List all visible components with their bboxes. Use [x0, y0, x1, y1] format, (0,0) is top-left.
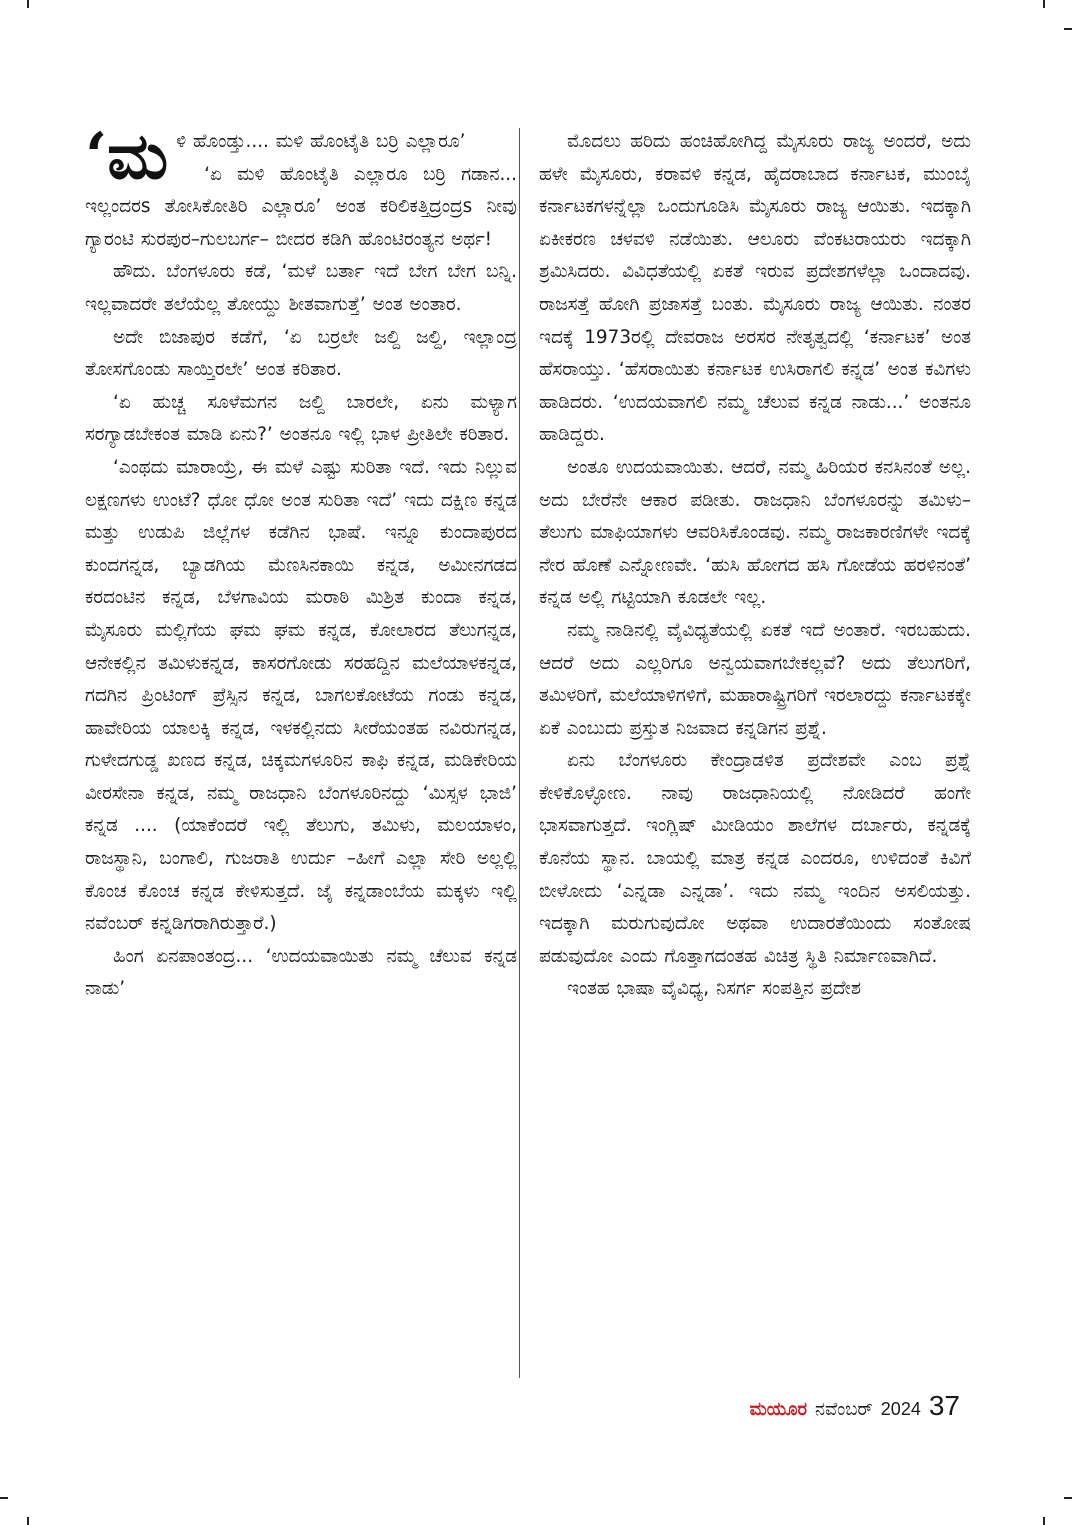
- issue-month: ನವೆಂಬರ್: [814, 1399, 873, 1419]
- paragraph: ಮೊದಲು ಹರಿದು ಹಂಚಿಹೋಗಿದ್ದ ಮೈಸೂರು ರಾಜ್ಯ ಅಂದರೆ, ಅದು ಹಳೇ ಮೈಸೂರು, ಕರಾವಳಿ ಕನ್ನಡ, ಹೈದರಾಬಾದ ಕರ್ನಾಟಕ, ಮುಂಬೈ ಕರ್ನಾಟಕಗಳನ್ನೆಲ್ಲಾ ಒಂದುಗೂಡಿಸಿ ಮೈಸೂರು ರಾಜ್ಯ ಆಯಿತು. ಇದಕ್ಕಾಗಿ ಏಕೀಕರಣ ಚಳವಳಿ ನಡೆಯಿತು. ಆಲೂರು ವೆಂಕಟರಾಯರು ಇದಕ್ಕಾಗಿ ಶ್ರಮಿಸಿದರು. ವಿವಿಧತೆಯಲ್ಲಿ ಏಕತೆ ಇರುವ ಪ್ರದೇಶಗಳೆಲ್ಲಾ ಒಂದಾದವು. ರಾಜಸತ್ತೆ ಹೋಗಿ ಪ್ರಜಾಸತ್ತೆ ಬಂತು. ಮೈಸೂರು ರಾಜ್ಯ ಆಯಿತು. ನಂತರ ಇದಕ್ಕೆ 1973ರಲ್ಲಿ ದೇವರಾಜ ಅರಸರ ನೇತೃತ್ವದಲ್ಲಿ ‘ಕರ್ನಾಟಕ’ ಅಂತ ಹೆಸರಾಯ್ತು. ‘ಹೆಸರಾಯಿತು ಕರ್ನಾಟಕ ಉಸಿರಾಗಲಿ ಕನ್ನಡ’ ಅಂತ ಕವಿಗಳು ಹಾಡಿದರು. ‘ಉದಯವಾಗಲಿ ನಮ್ಮ ಚೆಲುವ ಕನ್ನಡ ನಾಡು...’ ಅಂತನೂ ಹಾಡಿದ್ದರು.: [539, 131, 971, 446]
- page-number: 37: [928, 1390, 960, 1421]
- paragraph: ‘ಏ ಮಳಿ ಹೊಂಟೈತಿ ಎಲ್ಲಾರೂ ಬರ್ರಿ ಗಡಾನ... ಇಲ್ಲಂದರs ತೋಸಿಕೋತಿರಿ ಎಲ್ಲಾರೂ’ ಅಂತ ಕರಿಲಿಕತ್ತಿದ್ರಂದ್ರs ನೀವು ಗ್ಯಾರಂಟಿ ಸುರಪುರ–ಗುಲಬರ್ಗ– ಬೀದರ ಕಡಿಗಿ ಹೊಂಟಿರಂತ್ಯನ ಅರ್ಥ!: [85, 163, 517, 250]
- crop-mark-bottom-right: [1043, 1517, 1045, 1525]
- paragraph: ಅದೇ ಬಿಜಾಪುರ ಕಡೆಗೆ, ‘ಏ ಬರ್ರಲೇ ಜಲ್ದಿ ಜಲ್ದಿ, ಇಲ್ಲಾಂದ್ರ ತೋಸಗೊಂಡು ಸಾಯ್ತಿರಲೇ’ ಅಂತ ಕರಿತಾರ.: [85, 326, 517, 381]
- crop-mark-right-upper: [1064, 28, 1072, 30]
- crop-mark-right-lower: [1064, 1497, 1072, 1499]
- column-divider: [519, 128, 520, 1378]
- issue-year: 2024: [880, 1399, 921, 1419]
- left-column: [85, 119, 517, 1006]
- paragraph: ‘ಎಂಥದು ಮಾರಾಯ್ರೆ, ಈ ಮಳೆ ಎಷ್ಟು ಸುರಿತಾ ಇದೆ. ಇದು ನಿಲ್ಲುವ ಲಕ್ಷಣಗಳು ಉಂಟೆ? ಧೋ ಧೋ ಅಂತ ಸುರಿತಾ ಇದೆ’ ಇದು ದಕ್ಷಿಣ ಕನ್ನಡ ಮತ್ತು ಉಡುಪಿ ಜಿಲ್ಲೆಗಳ ಕಡೆಗಿನ ಭಾಷೆ. ಇನ್ನೂ ಕುಂದಾಪುರದ ಕುಂದಗನ್ನಡ, ಬ್ಯಾಡಗಿಯ ಮೆಣಸಿನಕಾಯಿ ಕನ್ನಡ, ಅಮೀನಗಡದ ಕರದಂಟಿನ ಕನ್ನಡ, ಬೆಳಗಾವಿಯ ಮರಾಠಿ ಮಿಶ್ರಿತ ಕುಂದಾ ಕನ್ನಡ, ಮೈಸೂರು ಮಲ್ಲಿಗೆಯ ಘಮ ಘಮ ಕನ್ನಡ, ಕೋಲಾರದ ತೆಲುಗನ್ನಡ, ಆನೇಕಲ್ಲಿನ ತಮಿಳುಕನ್ನಡ, ಕಾಸರಗೋಡು ಸರಹದ್ದಿನ ಮಲೆಯಾಳಕನ್ನಡ, ಗದಗಿನ ಪ್ರಿಂಟಿಂಗ್ ಪ್ರೆಸ್ಸಿನ ಕನ್ನಡ, ಬಾಗಲಕೋಟೆಯ ಗಂಡು ಕನ್ನಡ, ಹಾವೇರಿಯ ಯಾಲಕ್ಕಿ ಕನ್ನಡ, ಇಳಕಲ್ಲಿನದು ಸೀರೆಯಂತಹ ನವಿರುಗನ್ನಡ, ಗುಳೇದಗುಡ್ಡ ಖಣದ ಕನ್ನಡ, ಚಿಕ್ಕಮಗಳೂರಿನ ಕಾಫಿ ಕನ್ನಡ, ಮಡಿಕೇರಿಯ ವೀರಸೇನಾ ಕನ್ನಡ, ನಮ್ಮ ರಾಜಧಾನಿ ಬೆಂಗಳೂರಿನದ್ದು ‘ಮಿಸ್ಸಳ ಭಾಜಿ’ ಕನ್ನಡ .... (ಯಾಕೆಂದರೆ ಇಲ್ಲಿ ತೆಲುಗು, ತಮಿಳು, ಮಲಯಾಳಂ, ರಾಜಸ್ಥಾನಿ, ಬಂಗಾಲಿ, ಗುಜರಾತಿ ಉರ್ದು –ಹೀಗೆ ಎಲ್ಲಾ ಸೇರಿ ಅಲ್ಲಲ್ಲಿ ಕೊಂಚ ಕೊಂಚ ಕನ್ನಡ ಕೇಳಿಸುತ್ತದೆ. ಜೈ ಕನ್ನಡಾಂಬೆಯ ಮಕ್ಕಳು ಇಲ್ಲಿ ನವೆಂಬರ್ ಕನ್ನಡಿಗರಾಗಿರುತ್ತಾರೆ.): [85, 456, 517, 935]
- paragraph: ಹಿಂಗ ಏನಪಾಂತಂದ್ರ... ‘ಉದಯವಾಯಿತು ನಮ್ಮ ಚೆಲುವ ಕನ್ನಡ ನಾಡು’: [85, 945, 517, 1000]
- paragraph: [85, 119, 517, 194]
- paragraph: ಇಂತಹ ಭಾಷಾ ವೈವಿಧ್ಯ, ನಿಸರ್ಗ ಸಂಪತ್ತಿನ ಪ್ರದೇಶ: [567, 978, 861, 1000]
- right-column: [539, 126, 971, 1006]
- paragraph: ಹೌದು. ಬೆಂಗಳೂರು ಕಡೆ, ‘ಮಳೆ ಬರ್ತಾ ಇದೆ ಬೇಗ ಬೇಗ ಬನ್ನಿ. ಇಲ್ಲವಾದರೇ ತಲೆಯೆಲ್ಲ ತೋಯ್ದು ಶೀತವಾಗುತ್ತೆ’ ಅಂತ ಅಂತಾರ.: [85, 261, 517, 315]
- drop-cap: ‘ಮ: [85, 119, 169, 194]
- crop-mark-top-right: [1043, 0, 1045, 8]
- crop-mark-left-lower: [0, 1497, 8, 1499]
- paragraph: ಏನು ಬೆಂಗಳೂರು ಕೇಂದ್ರಾಡಳಿತ ಪ್ರದೇಶವೇ ಎಂಬ ಪ್ರಶ್ನೆ ಕೇಳಿಕೊಳ್ಳೋಣ. ನಾವು ರಾಜಧಾನಿಯಲ್ಲಿ ನೋಡಿದರೆ ಹಂಗೇ ಭಾಸವಾಗುತ್ತದೆ. ಇಂಗ್ಲಿಷ್ ಮೀಡಿಯಂ ಶಾಲೆಗಳ ದರ್ಬಾರು, ಕನ್ನಡಕ್ಕೆ ಕೊನೆಯ ಸ್ಥಾನ. ಬಾಯಲ್ಲಿ ಮಾತ್ರ ಕನ್ನಡ ಎಂದರೂ, ಉಳಿದಂತೆ ಕಿವಿಗೆ ಬೀಳೋದು ‘ಎನ್ನಡಾ ಎನ್ನಡಾ’. ಇದು ನಮ್ಮ ಇಂದಿನ ಅಸಲಿಯತ್ತು. ಇದಕ್ಕಾಗಿ ಮರುಗುವುದೋ ಅಥವಾ ಉದಾರತೆಯಿಂದು ಸಂತೋಷ ಪಡುವುದೋ ಎಂದು ಗೊತ್ತಾಗದಂತಹ ವಿಚಿತ್ರ ಸ್ಥಿತಿ ನಿರ್ಮಾಣವಾಗಿದೆ.: [539, 750, 971, 967]
- paragraph: ‘ಏ ಹುಚ್ಚ ಸೂಳೆಮಗನ ಜಲ್ದಿ ಬಾರಲೇ, ಏನು ಮಳ್ಯಾಗ ಸರಗ್ಯಾಡಬೇಕಂತ ಮಾಡಿ ಏನು?’ ಅಂತನೂ ಇಲ್ಲಿ ಭಾಳ ಪ್ರೀತಿಲೇ ಕರಿತಾರ.: [85, 391, 517, 446]
- crop-mark-top-left: [27, 0, 29, 8]
- paragraph-text: ಳಿ ಹೊಂಡ್ತು.... ಮಳಿ ಹೊಂಟೈತಿ ಬರ್ರಿ ಎಲ್ಲಾರೂ’: [176, 131, 466, 152]
- paragraph: ಅಂತೂ ಉದಯವಾಯಿತು. ಆದರೆ, ನಮ್ಮ ಹಿರಿಯರ ಕನಸಿನಂತೆ ಅಲ್ಲ. ಅದು ಬೇರೆನೇ ಆಕಾರ ಪಡೀತು. ರಾಜಧಾನಿ ಬೆಂಗಳೂರನ್ನು ತಮಿಳು–ತೆಲುಗು ಮಾಫಿಯಾಗಳು ಆವರಿಸಿಕೊಂಡವು. ನಮ್ಮ ರಾಜಕಾರಣಿಗಳೇ ಇದಕ್ಕೆ ನೇರ ಹೊಣೆ ಎನ್ನೋಣವೇ. ‘ಹುಸಿ ಹೋಗದ ಹಸಿ ಗೋಡೆಯ ಹರಳಿನಂತೆ’ ಕನ್ನಡ ಅಲ್ಲಿ ಗಟ್ಟಿಯಾಗಿ ಕೂಡಲೇ ಇಲ್ಲ.: [539, 456, 971, 609]
- page-footer: [750, 1390, 960, 1422]
- paragraph: ನಮ್ಮ ನಾಡಿನಲ್ಲಿ ವೈವಿಧ್ಯತೆಯಲ್ಲಿ ಏಕತೆ ಇದೆ ಅಂತಾರೆ. ಇರಬಹುದು. ಆದರೆ ಅದು ಎಲ್ಲರಿಗೂ ಅನ್ವಯವಾಗಬೇಕಲ್ಲವೆ? ಅದು ತೆಲುಗರಿಗೆ, ತಮಿಳರಿಗೆ, ಮಲೆಯಾಳಿಗಳಿಗೆ, ಮಹಾರಾಷ್ಟ್ರಿಗರಿಗೆ ಇರಲಾರದ್ದು ಕರ್ನಾಟಕಕ್ಕೇ ಏಕೆ ಎಂಬುದು ಪ್ರಸ್ತುತ ನಿಜವಾದ ಕನ್ನಡಿಗನ ಪ್ರಶ್ನೆ.: [539, 619, 971, 739]
- crop-mark-bottom-left: [27, 1517, 29, 1525]
- magazine-name: ಮಯೂರ: [749, 1399, 807, 1419]
